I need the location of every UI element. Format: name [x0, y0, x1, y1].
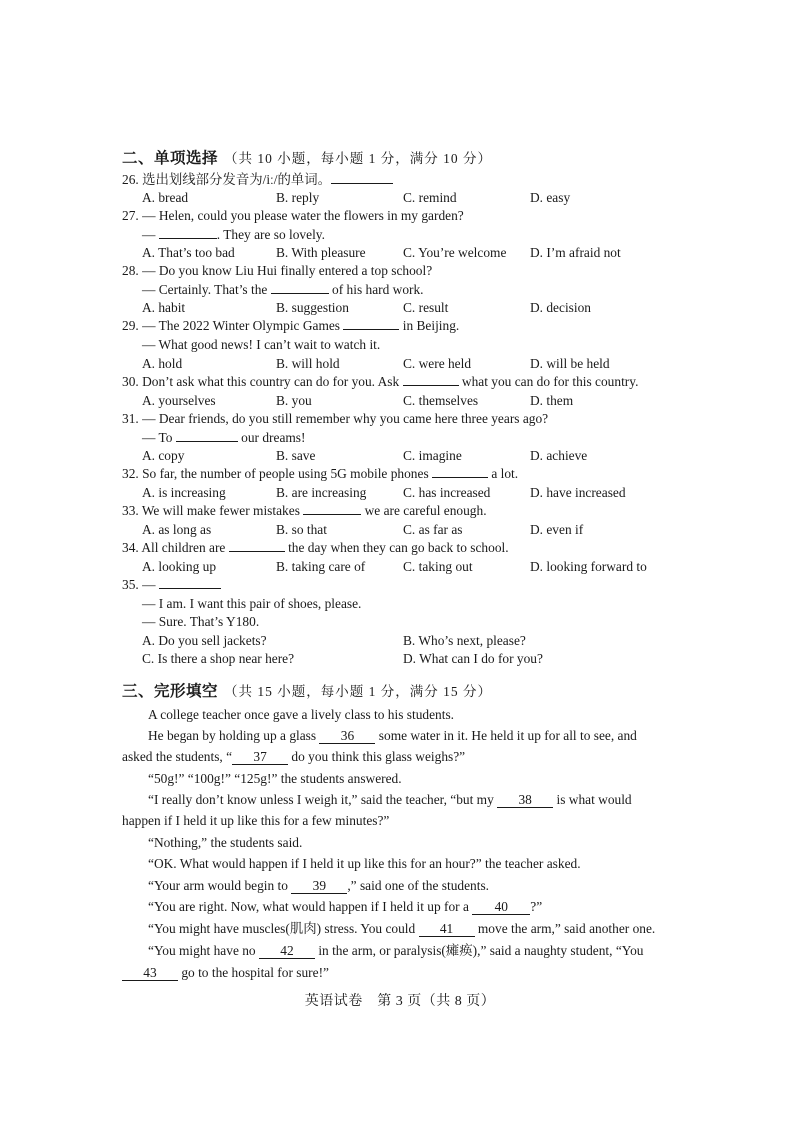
q26-option-c: C. remind — [403, 190, 457, 205]
answer-blank — [303, 502, 361, 515]
blank-43: 43 — [122, 965, 178, 981]
question-31-stem: 31. — Dear friends, do you still remember why you came here three years ago? — [122, 411, 549, 426]
q26-option-a: A. bread — [142, 190, 189, 205]
passage-paragraph-7 — [148, 877, 489, 895]
passage-text: “I really don’t know unless I weigh it,” said the teacher, “but my — [148, 792, 498, 807]
blank-36: 36 — [319, 728, 375, 744]
q35-option-d: D. What can I do for you? — [403, 651, 543, 666]
q28-option-a: A. habit — [142, 300, 186, 315]
q28-line2-post: of his hard work. — [328, 282, 424, 297]
passage-paragraph-10-line2 — [122, 964, 329, 982]
question-27-line2 — [142, 226, 325, 244]
passage-text: ?” — [530, 899, 543, 914]
blank-38: 38 — [497, 792, 553, 808]
q31-option-a: A. copy — [142, 448, 185, 463]
q32-stem-post: a lot. — [488, 466, 519, 481]
q27-option-b: B. With pleasure — [276, 245, 366, 260]
q35-option-c: C. Is there a shop near here? — [142, 651, 295, 666]
q29-option-d: D. will be held — [530, 356, 610, 371]
q27-dash: — — [142, 227, 159, 242]
passage-paragraph-2-line2 — [122, 748, 465, 766]
passage-paragraph-2-line1 — [148, 727, 637, 745]
q33-option-a: A. as long as — [142, 522, 212, 537]
q29-stem-post: in Beijing. — [399, 318, 460, 333]
passage-paragraph-9 — [148, 920, 655, 938]
q30-option-b: B. you — [276, 393, 312, 408]
question-28-line2 — [142, 281, 424, 299]
question-31-line2 — [142, 429, 305, 447]
passage-paragraph-6: “OK. What would happen if I held it up like this for an hour?” the teacher asked. — [148, 856, 581, 871]
q33-stem-pre: 33. We will make fewer mistakes — [122, 503, 304, 518]
q35-option-a: A. Do you sell jackets? — [142, 633, 267, 648]
passage-text: move the arm,” said another one. — [474, 921, 656, 936]
question-34-stem — [122, 539, 509, 557]
passage-text: go to the hospital for sure!” — [178, 965, 329, 980]
question-29-stem — [122, 317, 459, 335]
q35-option-b: B. Who’s next, please? — [403, 633, 526, 648]
passage-text: “You are right. Now, what would happen if I held it up for a — [148, 899, 473, 914]
answer-blank — [403, 373, 459, 386]
q33-option-d: D. even if — [530, 522, 584, 537]
q28-option-d: D. decision — [530, 300, 591, 315]
answer-blank — [229, 539, 285, 552]
section-2-heading — [122, 146, 492, 168]
q28-option-b: B. suggestion — [276, 300, 349, 315]
q30-stem-post: what you can do for this country. — [458, 374, 639, 389]
passage-text: ,” said one of the students. — [347, 878, 490, 893]
passage-paragraph-5: “Nothing,” the students said. — [148, 835, 303, 850]
q31-line2-post: our dreams! — [237, 430, 306, 445]
q29-stem-pre: 29. — The 2022 Winter Olympic Games — [122, 318, 344, 333]
passage-text: do you think this glass weighs?” — [288, 749, 466, 764]
passage-text: “You might have muscles(肌肉) stress. You could — [148, 921, 419, 936]
answer-blank — [271, 281, 329, 294]
blank-37: 37 — [232, 749, 288, 765]
passage-text: “Your arm would begin to — [148, 878, 292, 893]
answer-blank — [331, 171, 393, 184]
q26-option-d: D. easy — [530, 190, 571, 205]
q34-stem-post: the day when they can go back to school. — [284, 540, 509, 555]
q34-option-c: C. taking out — [403, 559, 473, 574]
passage-text: is what would — [553, 792, 632, 807]
passage-paragraph-3: “50g!” “100g!” “125g!” the students answered. — [148, 771, 402, 786]
q33-option-b: B. so that — [276, 522, 327, 537]
q31-option-d: D. achieve — [530, 448, 588, 463]
section-3-note: （共 15 小题，每小题 1 分，满分 15 分） — [224, 684, 493, 699]
passage-text: asked the students, “ — [122, 749, 233, 764]
answer-blank — [343, 317, 399, 330]
q32-option-a: A. is increasing — [142, 485, 226, 500]
q35-stem-pre: 35. — — [122, 577, 159, 592]
answer-blank — [159, 576, 221, 589]
passage-text: in the arm, or paralysis(瘫痪),” said a naughty student, “You — [314, 943, 644, 958]
q30-stem-pre: 30. Don’t ask what this country can do for you. Ask — [122, 374, 403, 389]
question-33-stem — [122, 502, 487, 520]
q34-option-d: D. looking forward to — [530, 559, 647, 574]
question-29-line2: — What good news! I can’t wait to watch it. — [142, 337, 381, 352]
blank-42: 42 — [259, 943, 315, 959]
q30-option-a: A. yourselves — [142, 393, 216, 408]
passage-paragraph-8 — [148, 898, 542, 916]
q32-stem-pre: 32. So far, the number of people using 5G mobile phones — [122, 466, 432, 481]
answer-blank — [176, 429, 238, 442]
question-27-stem: 27. — Helen, could you please water the flowers in my garden? — [122, 208, 464, 223]
question-35-stem — [122, 576, 221, 594]
question-30-stem — [122, 373, 638, 391]
passage-paragraph-1: A college teacher once gave a lively class to his students. — [148, 707, 455, 722]
section-2-title: 二、单项选择 — [122, 150, 219, 167]
q27-option-d: D. I’m afraid not — [530, 245, 621, 260]
question-35-line2: — I am. I want this pair of shoes, please. — [142, 596, 362, 611]
q27-line2-text: . They are so lovely. — [216, 227, 325, 242]
question-32-stem — [122, 465, 518, 483]
q33-option-c: C. as far as — [403, 522, 463, 537]
q33-stem-post: we are careful enough. — [361, 503, 487, 518]
passage-text: some water in it. He held it up for all to see, and — [375, 728, 637, 743]
q30-option-d: D. them — [530, 393, 574, 408]
page-footer: 英语试卷 第 3 页（共 8 页） — [304, 994, 496, 1009]
question-26-stem — [122, 171, 393, 189]
question-28-stem: 28. — Do you know Liu Hui finally entered a top school? — [122, 263, 433, 278]
q31-option-c: C. imagine — [403, 448, 462, 463]
q32-option-b: B. are increasing — [276, 485, 367, 500]
section-3-heading — [122, 679, 492, 701]
q34-stem-pre: 34. All children are — [122, 540, 229, 555]
question-35-line3: — Sure. That’s Y180. — [142, 614, 260, 629]
passage-text: He began by holding up a glass — [148, 728, 320, 743]
blank-39: 39 — [291, 878, 347, 894]
question-26-text: 26. 选出划线部分发音为/iː/的单词。 — [122, 172, 332, 187]
q34-option-b: B. taking care of — [276, 559, 366, 574]
q31-option-b: B. save — [276, 448, 316, 463]
blank-40: 40 — [472, 899, 530, 915]
section-2-note: （共 10 小题，每小题 1 分，满分 10 分） — [224, 151, 493, 166]
q27-option-c: C. You’re welcome — [403, 245, 507, 260]
q30-option-c: C. themselves — [403, 393, 479, 408]
passage-text: “You might have no — [148, 943, 259, 958]
q31-line2-pre: — To — [142, 430, 176, 445]
q26-option-b: B. reply — [276, 190, 320, 205]
q29-option-b: B. will hold — [276, 356, 340, 371]
q32-option-d: D. have increased — [530, 485, 626, 500]
answer-blank — [432, 465, 488, 478]
blank-41: 41 — [419, 921, 475, 937]
passage-paragraph-10-line1 — [148, 942, 643, 960]
q29-option-a: A. hold — [142, 356, 183, 371]
q28-option-c: C. result — [403, 300, 449, 315]
q28-line2-pre: — Certainly. That’s the — [142, 282, 271, 297]
passage-paragraph-4-line1 — [148, 791, 632, 809]
q27-option-a: A. That’s too bad — [142, 245, 235, 260]
answer-blank — [159, 226, 217, 239]
q32-option-c: C. has increased — [403, 485, 491, 500]
passage-paragraph-4-line2: happen if I held it up like this for a few minutes?” — [122, 813, 390, 828]
q34-option-a: A. looking up — [142, 559, 217, 574]
q29-option-c: C. were held — [403, 356, 472, 371]
section-3-title: 三、完形填空 — [122, 683, 219, 700]
